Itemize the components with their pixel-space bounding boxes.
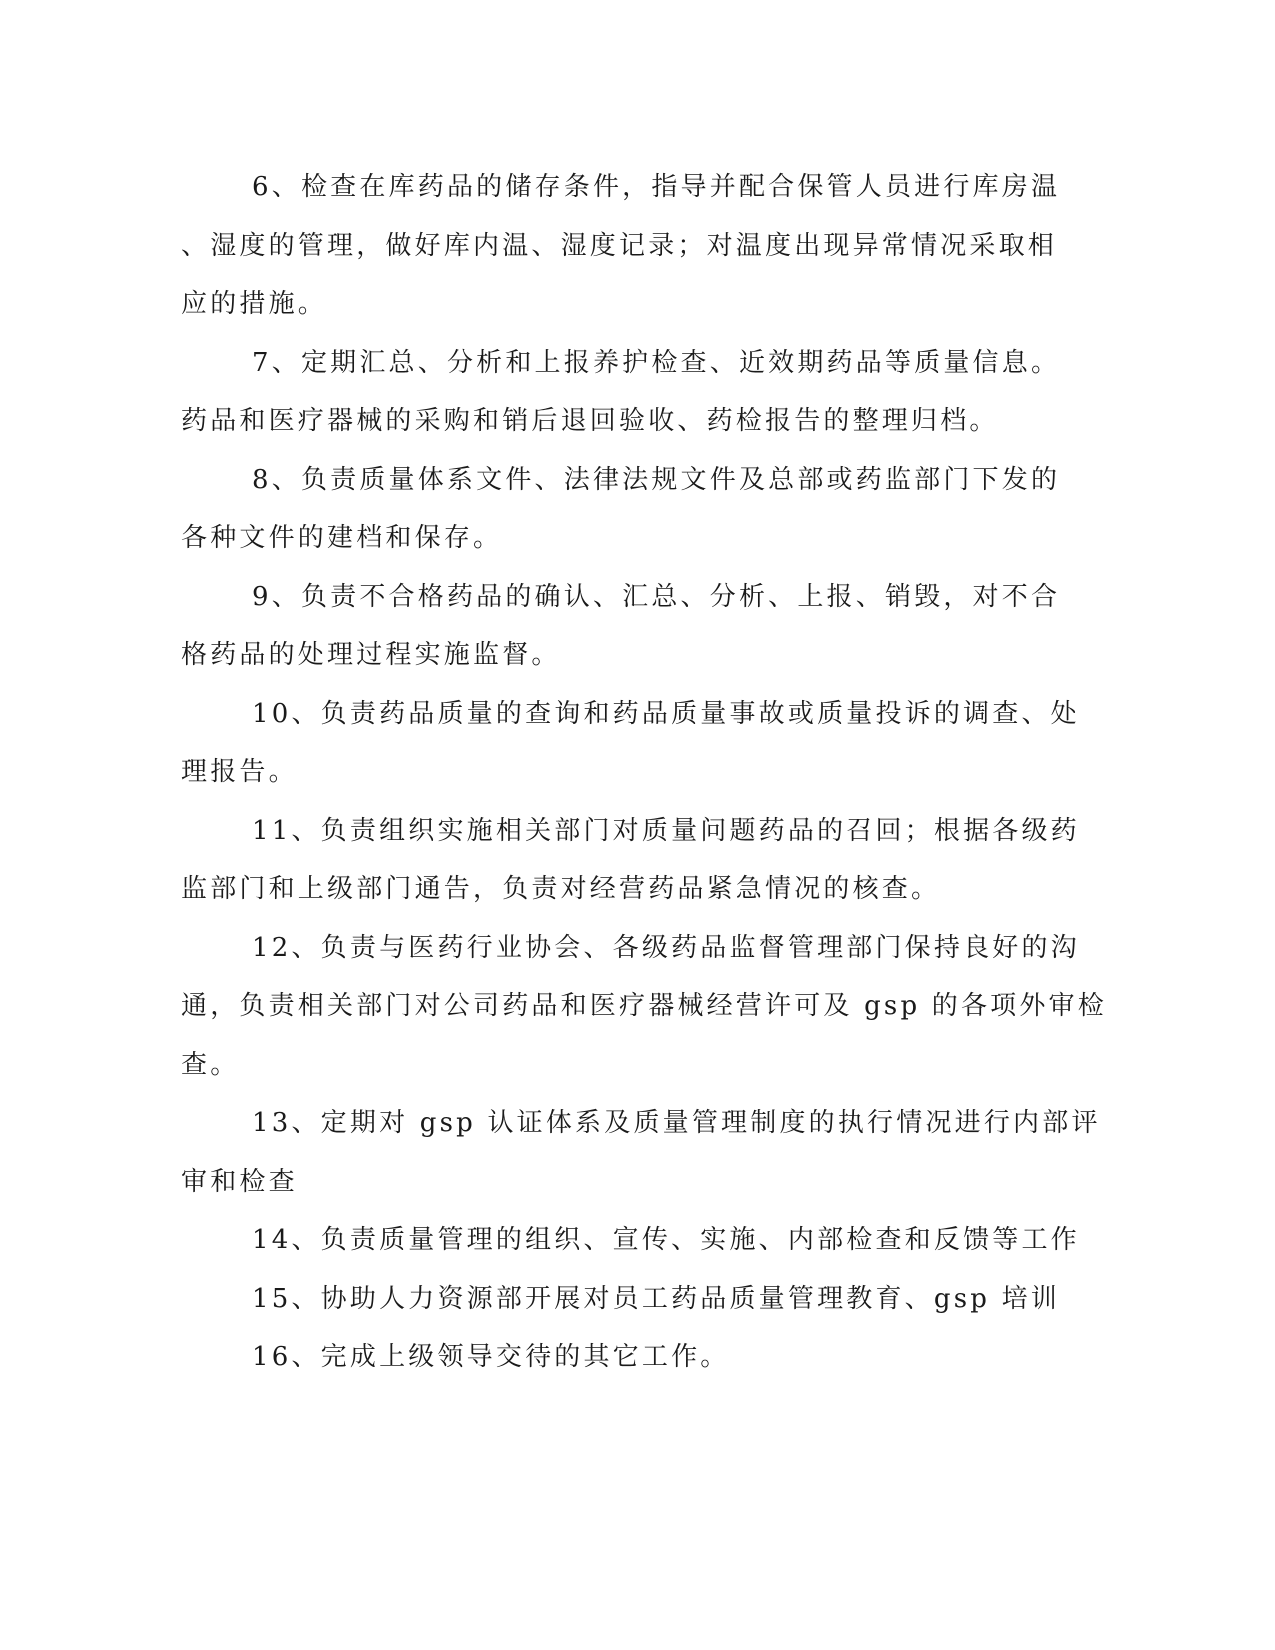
text-line: 应的措施。 [181,289,328,319]
text-line: 10、负责药品质量的查询和药品质量事故或质量投诉的调查、处 [252,698,1080,729]
text-line: 通，负责相关部门对公司药品和医疗器械经营许可及 gsp 的各项外审检 [181,991,1107,1021]
text-line: 9、负责不合格药品的确认、汇总、分析、上报、销毁，对不合 [252,581,1061,612]
text-line: 13、定期对 gsp 认证体系及质量管理制度的执行情况进行内部评 [252,1108,1101,1138]
text-line: 格药品的处理过程实施监督。 [181,640,561,670]
text-line: 8、负责质量体系文件、法律法规文件及总部或药监部门下发的 [252,464,1061,495]
text-line: 理报告。 [181,757,298,787]
text-line: 药品和医疗器械的采购和销后退回验收、药检报告的整理归档。 [181,406,999,436]
text-line: 14、负责质量管理的组织、宣传、实施、内部检查和反馈等工作 [252,1225,1080,1255]
text-line: 12、负责与医药行业协会、各级药品监督管理部门保持良好的沟 [252,932,1080,963]
text-line: 各种文件的建档和保存。 [181,523,503,553]
text-line: 监部门和上级部门通告，负责对经营药品紧急情况的核查。 [181,874,941,904]
text-line: 6、检查在库药品的储存条件，指导并配合保管人员进行库房温 [252,172,1061,202]
text-line: 审和检查 [181,1166,298,1197]
text-line: 查。 [181,1049,240,1080]
text-line: 7、定期汇总、分析和上报养护检查、近效期药品等质量信息。 [252,347,1061,378]
text-line: 、湿度的管理，做好库内温、湿度记录；对温度出现异常情况采取相 [181,230,1058,261]
text-line: 16、完成上级领导交待的其它工作。 [252,1342,730,1372]
document-body [181,158,1107,1387]
text-line: 15、协助人力资源部开展对员工药品质量管理教育、gsp 培训 [252,1283,1060,1314]
text-line: 11、负责组织实施相关部门对质量问题药品的召回；根据各级药 [252,815,1080,846]
